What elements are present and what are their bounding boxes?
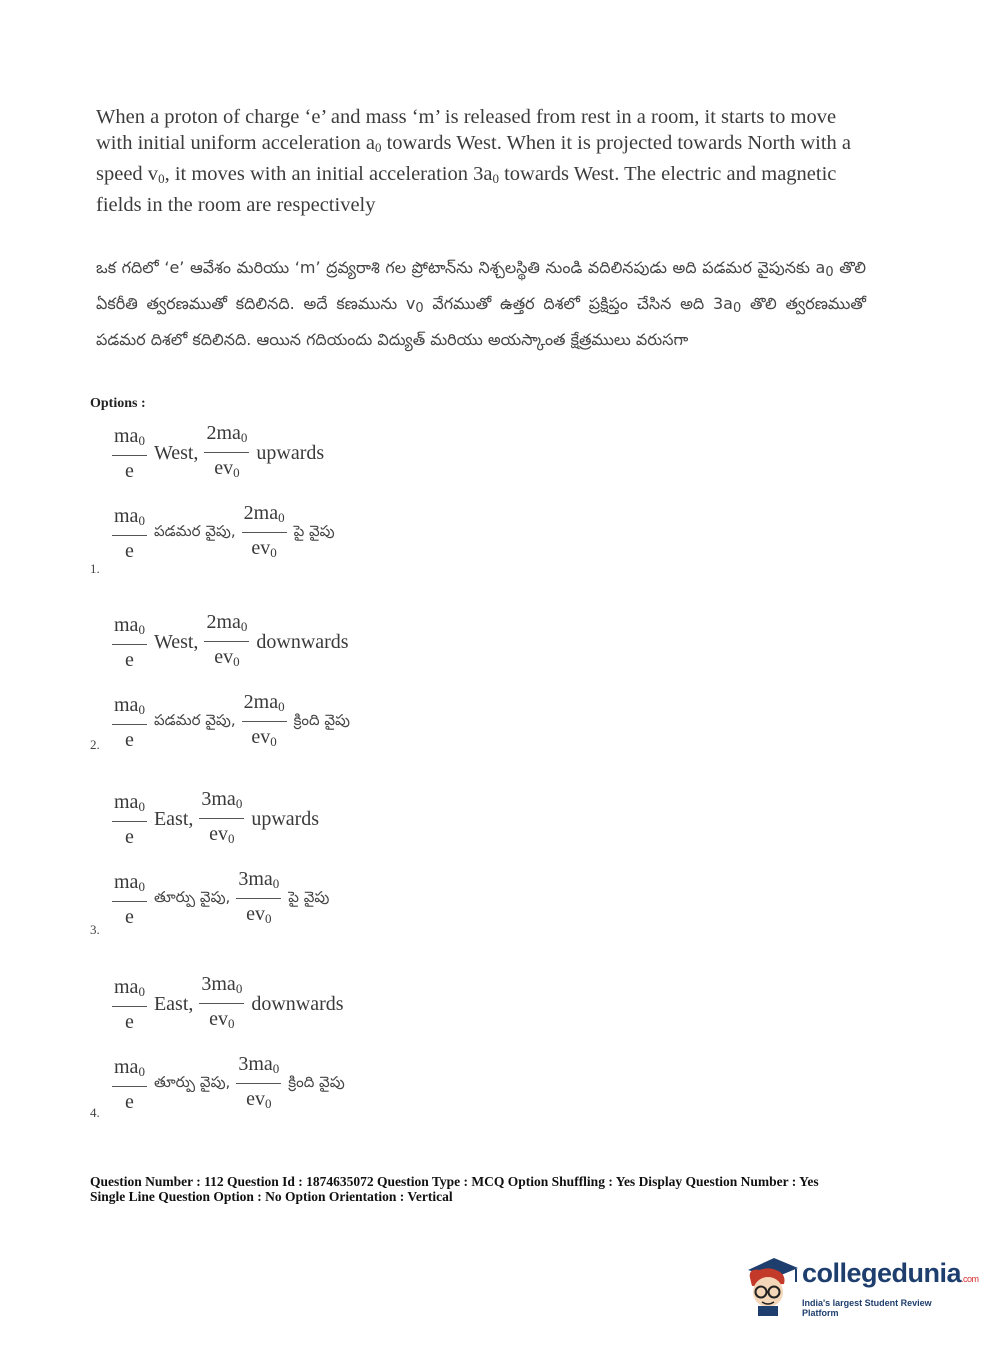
metadata-line: Single Line Question Option : No Option Orientation : Vertical [90,1189,453,1204]
fraction: $\frac{3ma_0}{ev_0}$ [201,788,243,846]
metadata-line: Question Number : 112 Question Id : 1874635072 Question Type : MCQ Option Shuffling : Yes Display Question Number : Yes [90,1174,819,1189]
option-number: 4. [90,1105,100,1120]
direction-label: క్రింది వైపు [293,711,351,729]
direction-label: upwards [251,807,320,830]
question-text-english: When a proton of charge ‘e’ and mass ‘m’ is released from rest in a room, it starts to move with initial uniform acceleration $a_0$ towards West. When it is projected towards North with a speed $v_0$, it moves with an initial acceleration $3a_0$ towards West. The electric and magnetic fields in the room are respectively [96,106,852,216]
fraction: $\frac{3ma_0}{ev_0}$ [238,868,280,926]
fraction: $\frac{ma_0}{e}$ [114,790,145,848]
direction-label: East, [153,807,194,830]
option-1-telugu[interactable] [112,502,341,564]
option-3-english[interactable] [112,788,325,850]
direction-label: క్రింది వైపు [288,1073,345,1091]
fraction: $\frac{ma_0}{e}$ [114,1055,145,1113]
fraction: $\frac{ma_0}{e}$ [114,975,145,1033]
fraction: $\frac{2ma_0}{ev_0}$ [206,422,248,480]
mascot-icon [740,1248,802,1318]
option-number: 1. [90,561,100,576]
options-label: Options : [90,396,146,411]
fraction: $\frac{ma_0}{e}$ [114,693,145,751]
direction-label: పై వైపు [288,888,330,906]
direction-label: East, [153,992,194,1015]
option-2-english[interactable] [112,611,355,673]
direction-label: West, [153,630,199,653]
fraction: $\frac{3ma_0}{ev_0}$ [238,1053,280,1111]
option-number: 3. [90,922,100,937]
fraction: $\frac{ma_0}{e}$ [114,424,145,482]
fraction: $\frac{2ma_0}{ev_0}$ [243,502,285,560]
fraction: $\frac{2ma_0}{ev_0}$ [206,611,248,669]
option-3-telugu[interactable] [112,868,335,930]
option-1-english[interactable] [112,422,330,484]
direction-label: downwards [256,630,349,653]
direction-label: upwards [256,441,325,464]
direction-label: తూర్పు వైపు, [153,1073,231,1091]
fraction: $\frac{ma_0}{e}$ [114,504,145,562]
question-text-telugu: ఒక గదిలో ‘e’ ఆవేశం మరియు ‘m’ ద్రవ్యరాశి గల ప్రోటాన్‌ను నిశ్చలస్థితి నుండి వదిలినపుడు అది పడమర వైపునకు $a_0$ తొలి ఏకరీతి త్వరణముతో కదిలినది. అదే కణమును $v_0$ వేగముతో ఉత్తర దిశలో ప్రక్షిప్తం చేసిన అది $3a_0$ తొలి త్వరణముతో పడమర దిశలో కదిలినది. ఆయిన గదియందు విద్యుత్ మరియు అయస్కాంత క్షేత్రములు వరుసగా [96,258,867,349]
direction-label: downwards [251,992,344,1015]
option-4-telugu[interactable] [112,1053,351,1115]
collegedunia-logo [740,1248,979,1318]
direction-label: పడమర వైపు, [153,522,236,540]
logo-tagline: India's largest Student Review Platform [802,1298,932,1318]
option-2-telugu[interactable] [112,691,356,753]
fraction: $\frac{ma_0}{e}$ [114,870,145,928]
fraction: $\frac{2ma_0}{ev_0}$ [243,691,285,749]
direction-label: పడమర వైపు, [153,711,236,729]
option-number: 2. [90,737,100,752]
direction-label: తూర్పు వైపు, [153,888,231,906]
option-4-english[interactable] [112,973,350,1035]
fraction: $\frac{ma_0}{e}$ [114,613,145,671]
logo-wordmark: collegedunia.com [802,1258,979,1288]
direction-label: West, [153,441,199,464]
direction-label: పై వైపు [293,522,335,540]
fraction: $\frac{3ma_0}{ev_0}$ [201,973,243,1031]
question-metadata [90,1174,970,1204]
